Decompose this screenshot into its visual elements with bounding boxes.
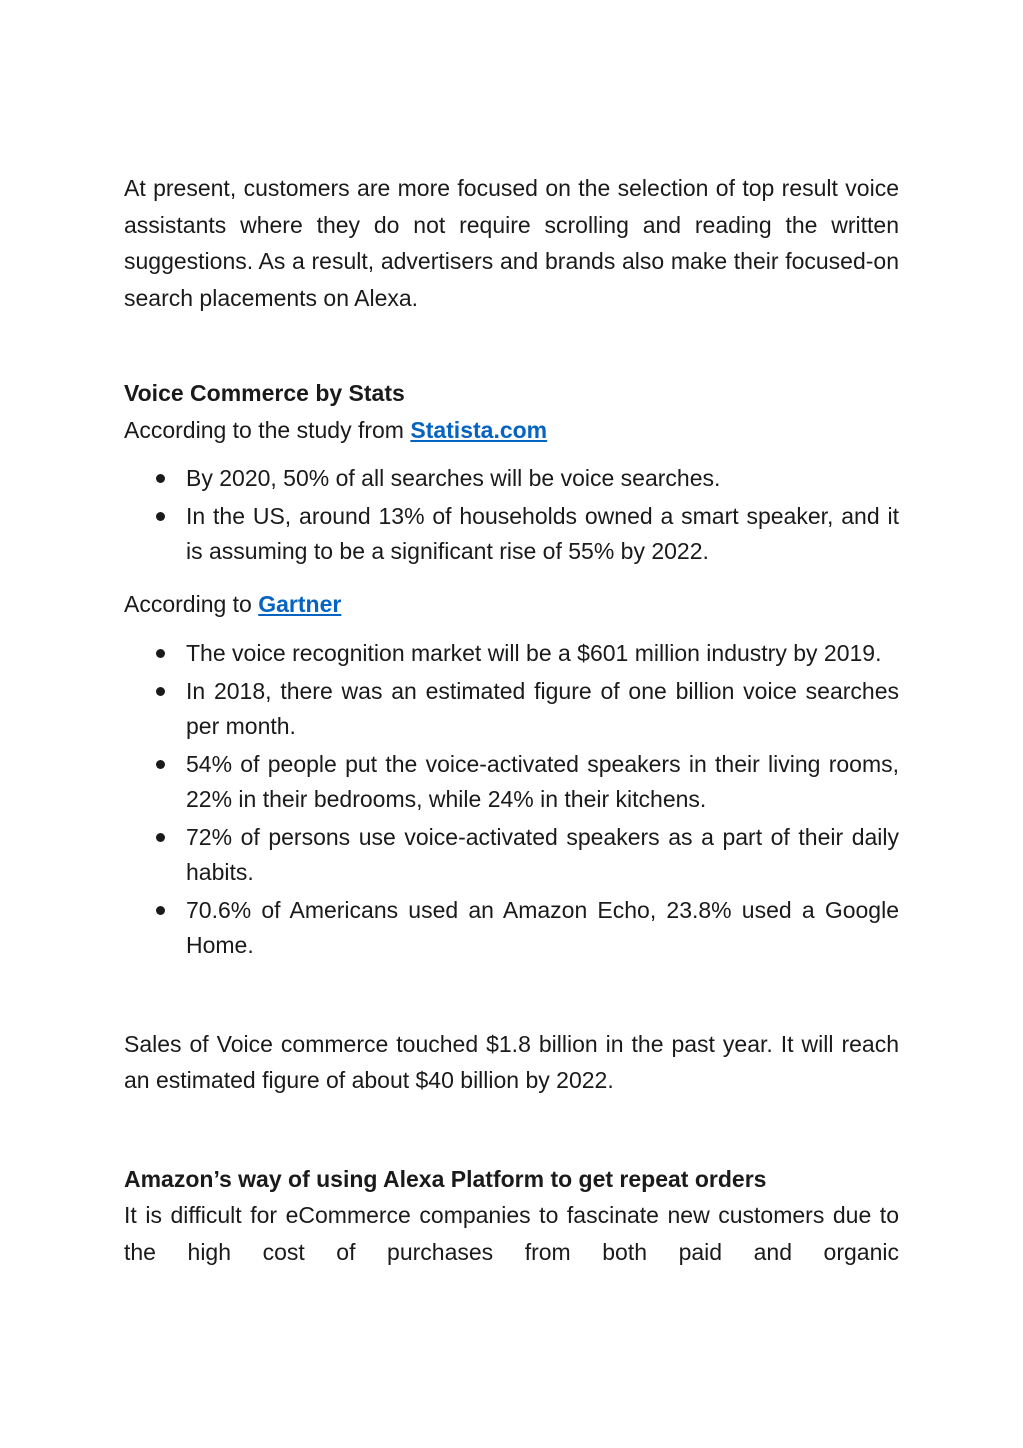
list-item-text: In the US, around 13% of households owned a smart speaker, and it is assuming to be a significant rise of 55% by 2022. <box>186 503 899 564</box>
spacer <box>124 572 899 586</box>
list-item-text: In 2018, there was an estimated figure of one billion voice searches per month. <box>186 677 899 739</box>
spacer <box>124 1099 899 1161</box>
list-item <box>124 747 899 817</box>
list-item <box>124 820 899 890</box>
sales-paragraph: Sales of Voice commerce touched $1.8 billion in the past year. It will reach an estimated figure of about $40 billion by 2022. <box>124 1030 899 1093</box>
statista-link[interactable]: Statista.com <box>410 416 548 443</box>
bullet-icon <box>156 512 165 521</box>
list-item <box>124 461 899 496</box>
list-item <box>124 499 899 569</box>
section-heading-amazon: Amazon’s way of using Alexa Platform to get repeat orders <box>124 1165 767 1192</box>
intro-paragraph: At present, customers are more focused on the selection of top result voice assistants where they do not require scrolling and reading the written suggestions. As a result, advertisers and brands also make their focused-on search placements on Alexa. <box>124 175 899 311</box>
statista-intro-text: According to the study from <box>124 416 411 443</box>
list-item-text: The voice recognition market will be a $601 million industry by 2019. <box>186 639 882 666</box>
bullet-icon <box>156 833 165 842</box>
document-page <box>124 170 899 1270</box>
section-heading-stats: Voice Commerce by Stats <box>124 380 405 406</box>
amazon-paragraph: It is difficult for eCommerce companies to fascinate new customers due to the high cost of purchases from both paid and organic <box>124 1202 899 1265</box>
bullet-icon <box>156 906 165 915</box>
list-item-text: 72% of persons use voice-activated speakers as a part of their daily habits. <box>186 823 899 885</box>
bullet-icon <box>156 474 165 483</box>
spacer <box>124 623 899 636</box>
gartner-intro-line <box>124 586 899 623</box>
bullet-icon <box>156 687 165 696</box>
gartner-intro-text: According to <box>124 591 259 617</box>
gartner-link[interactable]: Gartner <box>258 591 342 617</box>
bullet-icon <box>156 649 165 658</box>
spacer <box>124 966 899 1026</box>
spacer <box>124 448 899 461</box>
statista-bullet-list <box>124 461 899 569</box>
bullet-icon <box>156 760 165 769</box>
spacer <box>124 316 899 375</box>
statista-intro-line <box>124 412 899 449</box>
list-item-text: 70.6% of Americans used an Amazon Echo, 23.8% used a Google Home. <box>186 896 899 958</box>
list-item <box>124 636 899 671</box>
list-item <box>124 893 899 963</box>
list-item <box>124 674 899 744</box>
gartner-bullet-list <box>124 636 899 963</box>
list-item-text: By 2020, 50% of all searches will be voice searches. <box>186 465 721 491</box>
list-item-text: 54% of people put the voice-activated speakers in their living rooms, 22% in their bedrooms, while 24% in their kitchens. <box>186 750 899 812</box>
